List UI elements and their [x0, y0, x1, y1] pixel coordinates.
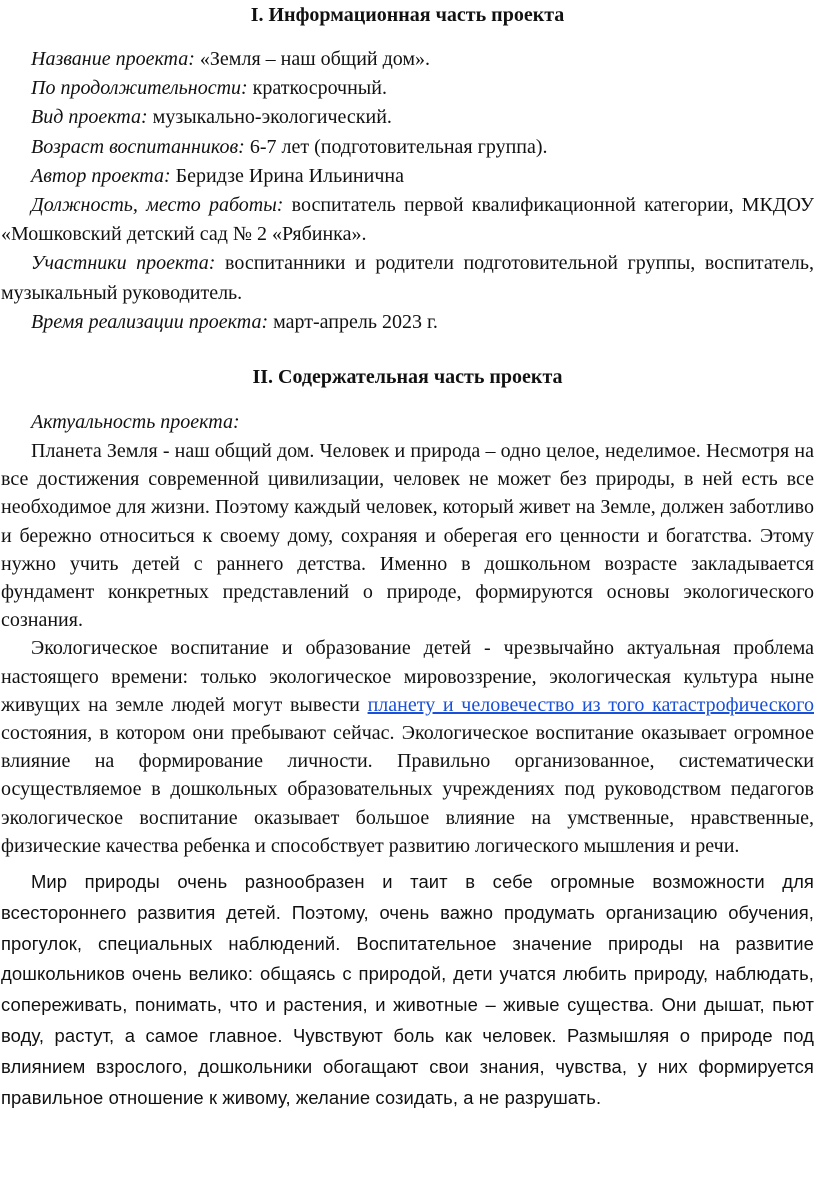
paragraph-text: состояния, в котором они пребывают сейчас. Экологическое воспитание оказывает огромное влияние на формирование личности. Правильно организованное, систематически осуществляемое в дошкольных образовательных учреждениях под руководством педагогов экологическое воспитание оказывает большое влияние на умственные, нравственные, физические качества ребенка и способствует развитию логического мышления и речи.	[1, 722, 814, 857]
field-label: Возраст воспитанников:	[31, 135, 245, 158]
field-value: 6-7 лет (подготовительная группа).	[249, 135, 548, 158]
project-info	[1, 45, 814, 337]
section2-heading: II. Содержательная часть проекта	[252, 366, 563, 389]
field-value: Беридзе Ирина Ильинична	[175, 164, 404, 187]
paragraph-planet: Планета Земля - наш общий дом. Человек и природа – одно целое, неделимое. Несмотря на все достижения современной цивилизации, человек не может без природы, в ней есть все необходимое для жизни. Поэтому каждый человек, который живет на Земле, должен заботливо и бережно относиться к своему дому, сохраняя и оберегая его ценности и богатства. Этому нужно учить детей с раннего детства. Именно в дошкольном возрасте закладывается фундамент конкретных представлений о природе, формируются основы экологического сознания.	[1, 440, 814, 632]
inline-link[interactable]: планету и человечество из того катастрофического	[367, 693, 814, 716]
timeframe-field	[1, 308, 814, 337]
duration-field	[1, 74, 814, 103]
author-field	[1, 162, 814, 191]
field-value: воспитанники и родители подготовительной группы, воспитатель, музыкальный руководитель.	[1, 252, 814, 304]
field-label: Участники проекта:	[31, 252, 216, 275]
age-field	[1, 133, 814, 162]
participants-field	[1, 249, 814, 307]
paragraph-text: Экологическое воспитание и образование детей - чрезвычайно актуальная проблема настоящего времени: только экологическое мировоззрение, экологическая культура ныне живущих на земле людей могут вывести	[1, 637, 814, 716]
position-field	[1, 191, 814, 249]
section1-heading: I. Информационная часть проекта	[250, 4, 565, 26]
project-name-field	[1, 45, 814, 74]
field-value: воспитатель первой квалификационной категории, МКДОУ «Мошковский детский сад № 2 «Рябинка».	[1, 194, 815, 246]
field-label: Автор проекта:	[31, 164, 171, 187]
project-type-field	[1, 103, 814, 132]
paragraph-nature: Мир природы очень разнообразен и таит в себе огромные возможности для всестороннего развития детей. Поэтому, очень важно продумать организацию обучения, прогулок, специальных наблюдений. Воспитательное значение природы на развитие дошкольников очень велико: общаясь с природой, дети учатся любить природу, наблюдать, сопереживать, понимать, что и растения, и животные – живые существа. Они дышат, пьют воду, растут, а самое главное. Чувствуют боль как человек. Размышляя о природе под влиянием взрослого, дошкольники обогащают свои знания, чувства, у них формируется правильное отношение к живому, желание созидать, а не разрушать.	[1, 871, 814, 1108]
field-label: Название проекта:	[31, 48, 195, 70]
field-label: Вид проекта:	[31, 106, 148, 129]
field-value: март-апрель 2023 г.	[273, 310, 438, 333]
field-label: По продолжительности:	[31, 77, 248, 100]
paragraph-ecology	[1, 634, 814, 860]
relevance-label: Актуальность проекта:	[31, 411, 240, 434]
field-value: «Земля – наш общий дом».	[199, 48, 431, 70]
field-value: краткосрочный.	[252, 77, 387, 100]
field-label: Время реализации проекта:	[31, 310, 269, 333]
field-label: Должность, место работы:	[31, 194, 284, 217]
field-value: музыкально-экологический.	[152, 106, 392, 129]
